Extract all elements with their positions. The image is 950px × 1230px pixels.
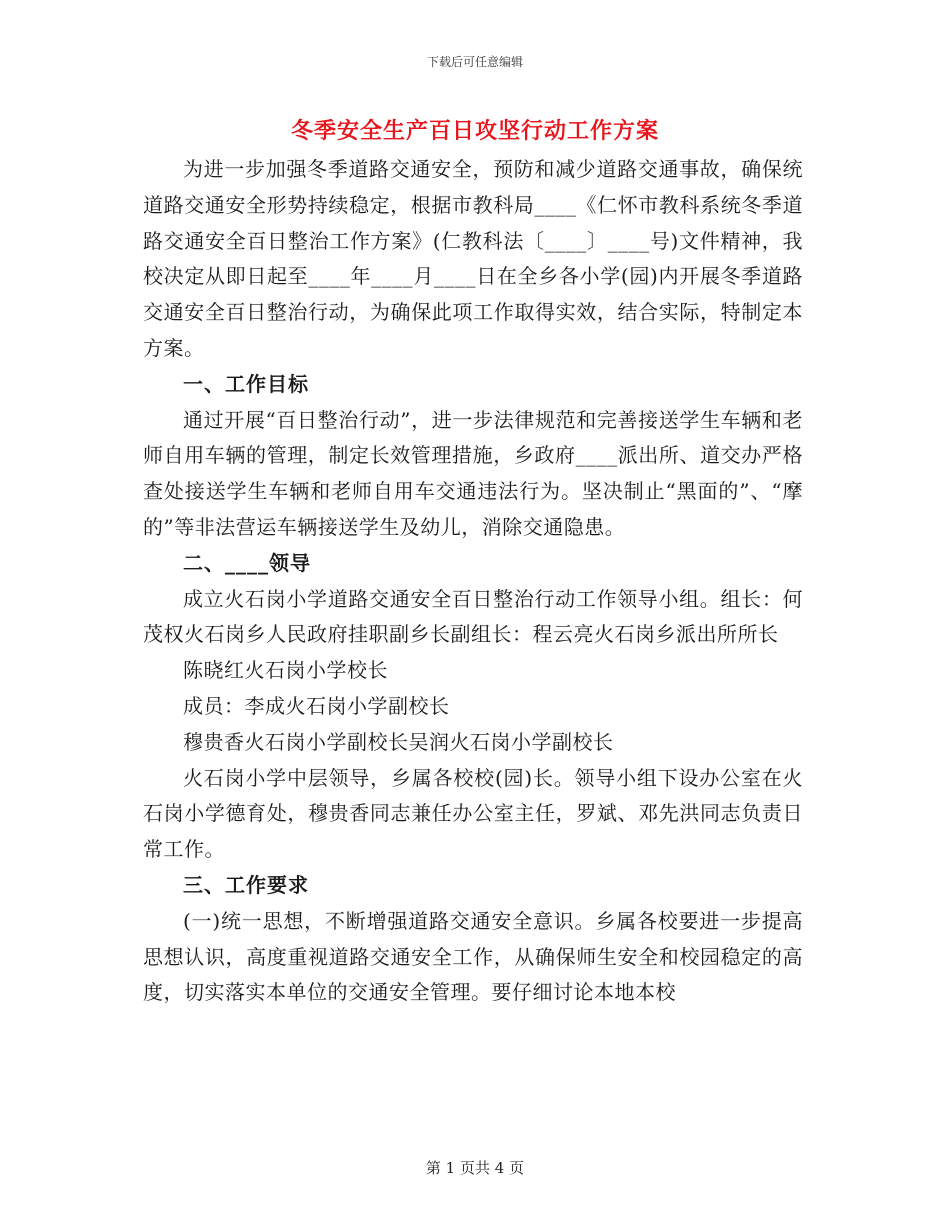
leadership-member-line: 成员：李成火石岗小学副校长 (183, 693, 450, 718)
leadership-member-line: 陈晓红火石岗小学校长 (183, 658, 388, 683)
page-footer: 第 1 页共 4 页 (425, 1159, 525, 1177)
goals-paragraph: 通过开展“百日整治行动”，进一步法律规范和完善接送学生车辆和老师自用车辆的管理，制定长效管理措施，乡政府____派出所、道交办严格查处接送学生车辆和老师自用车交通违法行为。坚决制止“黑面的”、“摩的”等非法营运车辆接送学生及幼儿，消除交通隐患。 (143, 407, 803, 539)
document-body (143, 152, 803, 1011)
section-heading-goals: 一、工作目标 (183, 371, 309, 396)
section-heading-leadership: 二、____领导 (183, 550, 311, 575)
leadership-member-line: 穆贵香火石岗小学副校长吴润火石岗小学副校长 (183, 729, 614, 754)
page-header-note: 下载后可任意编辑 (426, 55, 523, 69)
office-paragraph: 火石岗小学中层领导，乡属各校校(园)长。领导小组下设办公室在火石岗小学德育处，穆贵香同志兼任办公室主任，罗斌、邓先洪同志负责日常工作。 (143, 765, 803, 862)
leadership-paragraph: 成立火石岗小学道路交通安全百日整治行动工作领导小组。组长：何茂权火石岗乡人民政府挂职副乡长副组长：程云亮火石岗乡派出所所长 (143, 586, 803, 647)
section-heading-requirements: 三、工作要求 (183, 872, 309, 897)
requirements-paragraph: (一)统一思想，不断增强道路交通安全意识。乡属各校要进一步提高思想认识，高度重视道路交通安全工作，从确保师生安全和校园稳定的高度，切实落实本单位的交通安全管理。要仔细讨论本地本校 (143, 908, 803, 1005)
document-title: 冬季安全生产百日攻坚行动工作方案 (290, 118, 659, 144)
intro-paragraph: 为进一步加强冬季道路交通安全，预防和减少道路交通事故，确保统道路交通安全形势持续稳定，根据市教科局____《仁怀市教科系统冬季道路交通安全百日整治工作方案》(仁教科法〔____〕____号)文件精神，我校决定从即日起至____年____月____日在全乡各小学(园)内开展冬季道路交通安全百日整治行动，为确保此项工作取得实效，结合实际，特制定本方案。 (143, 157, 803, 360)
